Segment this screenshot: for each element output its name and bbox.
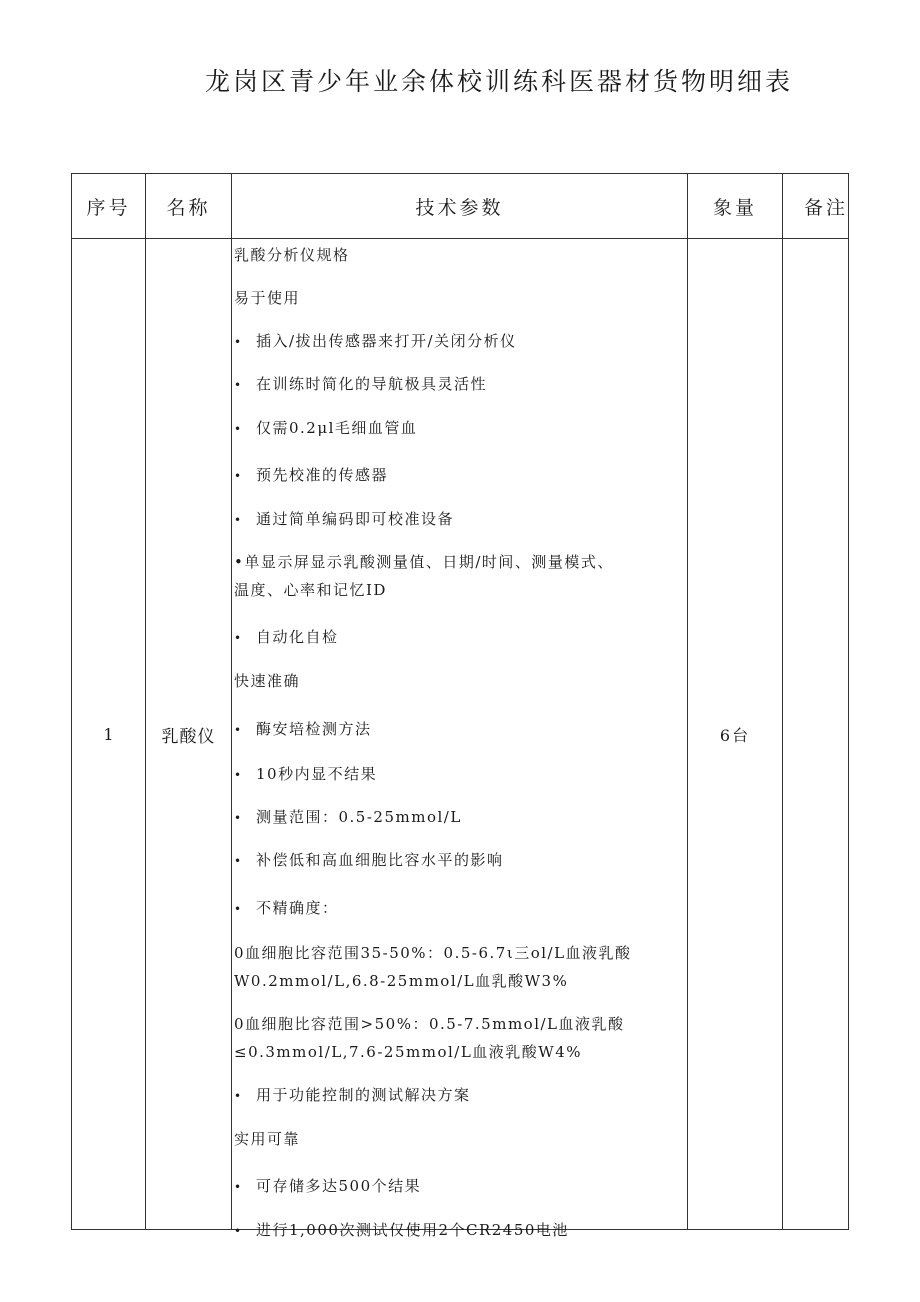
spec-line-text: 仅需0.2μl毛细血管血 <box>256 419 418 437</box>
header-spec: 技术参数 <box>232 174 688 239</box>
bullet-icon: • <box>234 1224 243 1238</box>
spec-line <box>234 370 683 399</box>
bullet-icon: • <box>234 1089 243 1103</box>
spec-line-text: 用于功能控制的测试解决方案 <box>256 1086 471 1104</box>
bullet-icon: • <box>234 378 243 392</box>
spec-line <box>234 548 683 576</box>
header-name: 名称 <box>146 174 232 239</box>
spec-line-text: 0血细胞比容范围>50%：0.5-7.5mmol/L血液乳酸 <box>234 1015 625 1033</box>
spec-line-text: 实用可靠 <box>234 1130 301 1148</box>
spec-line-text: W0.2mmol/L,6.8-25mmol/L血乳酸W3% <box>234 972 569 990</box>
table-row <box>72 239 849 1230</box>
spec-line-text: 进行1,000次测试仅使用2个CR2450电池 <box>256 1221 569 1239</box>
spec-line-text: 可存储多达500个结果 <box>256 1177 422 1195</box>
row-quantity: 6台 <box>688 239 783 1230</box>
header-index: 序号 <box>72 174 146 239</box>
spec-line <box>234 623 683 652</box>
spec-line <box>234 1216 683 1245</box>
spec-line <box>234 1081 683 1110</box>
spec-line <box>234 846 683 875</box>
bullet-icon: • <box>234 811 243 825</box>
spec-line <box>234 667 683 695</box>
bullet-icon: • <box>234 631 243 645</box>
spec-line <box>234 939 683 967</box>
bullet-icon: • <box>234 768 243 782</box>
bullet-icon: • <box>234 335 243 349</box>
spec-list <box>232 239 687 1239</box>
spec-line-text: 快速准确 <box>234 672 301 690</box>
spec-line <box>234 241 683 269</box>
header-note: 备注 <box>783 174 849 239</box>
spec-line <box>234 760 683 789</box>
spec-line <box>234 1125 683 1153</box>
spec-line-text: 温度、心率和记忆ID <box>234 581 387 599</box>
spec-line <box>234 414 683 443</box>
spec-line <box>234 327 683 356</box>
spec-line <box>234 1010 683 1038</box>
row-spec <box>232 239 688 1239</box>
spec-line-text: 酶安培检测方法 <box>256 720 372 738</box>
bullet-icon: • <box>234 513 243 527</box>
bullet-icon: • <box>234 854 243 868</box>
spec-line-text: 测量范围：0.5-25mmol/L <box>256 808 462 826</box>
spec-line <box>234 576 683 604</box>
bullet-icon: • <box>234 422 243 436</box>
document-title: 龙岗区青少年业余体校训练科医器材货物明细表 <box>205 67 794 96</box>
spec-line <box>234 967 683 995</box>
spec-line-text: 补偿低和高血细胞比容水平的影响 <box>256 851 504 869</box>
spec-line-text: 不精确度： <box>256 899 339 917</box>
spec-line-text: 10秒内显不结果 <box>256 765 378 783</box>
spec-line <box>234 1172 683 1201</box>
spec-line <box>234 284 683 312</box>
spec-line <box>234 715 683 744</box>
row-name: 乳酸仪 <box>146 239 232 1230</box>
spec-line-text: 易于使用 <box>234 289 301 307</box>
spec-line <box>234 803 683 832</box>
spec-line-text: ≤0.3mmol/L,7.6-25mmol/L血液乳酸W4% <box>234 1043 582 1061</box>
bullet-icon: • <box>234 902 243 916</box>
spec-line-text: 通过简单编码即可校准设备 <box>256 510 455 528</box>
spec-line <box>234 1038 683 1066</box>
spec-line-text: 插入/拔出传感器来打开/关闭分析仪 <box>256 332 517 350</box>
bullet-icon: • <box>234 1180 243 1194</box>
spec-line <box>234 894 683 923</box>
header-quantity: 象量 <box>688 174 783 239</box>
spec-line-text: 预先校准的传感器 <box>256 466 389 484</box>
spec-line-text: 在训练时简化的导航极具灵活性 <box>256 375 488 393</box>
equipment-table <box>71 173 849 1239</box>
spec-line <box>234 461 683 490</box>
row-index: 1 <box>72 239 146 1230</box>
header-row <box>72 174 849 239</box>
spec-line <box>234 505 683 534</box>
spec-line-text: •单显示屏显示乳酸测量值、日期/时间、测量模式、 <box>234 553 614 571</box>
spec-line-text: 0血细胞比容范围35-50%：0.5-6.7ι三ol/L血液乳酸 <box>234 944 632 962</box>
bullet-icon: • <box>234 469 243 483</box>
bullet-icon: • <box>234 723 243 737</box>
spec-line-text: 自动化自检 <box>256 628 339 646</box>
spec-line-text: 乳酸分析仪规格 <box>234 246 350 264</box>
row-note <box>783 239 849 1230</box>
